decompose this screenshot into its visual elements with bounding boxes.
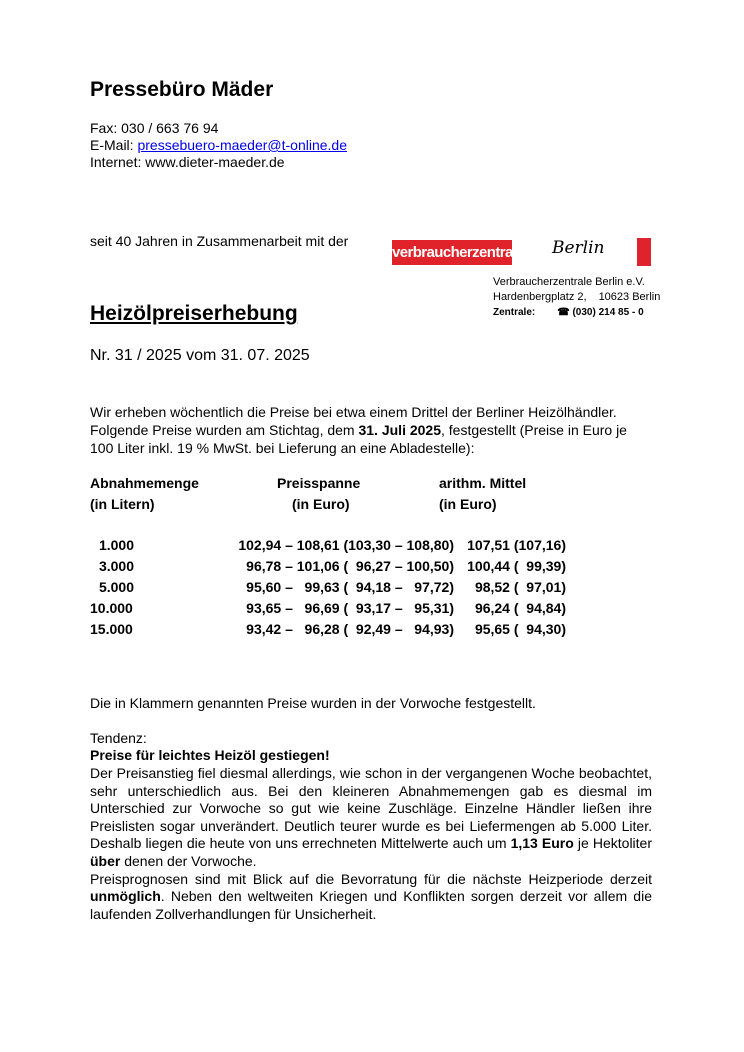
intro-date: 31. Juli 2025 bbox=[358, 422, 441, 438]
org-street-line bbox=[493, 290, 660, 305]
p1-ueber: über bbox=[90, 852, 121, 869]
contact-block bbox=[90, 120, 347, 171]
table-cell-menge: 10.000 bbox=[90, 600, 133, 616]
trend-label: Tendenz: bbox=[90, 730, 147, 746]
page-title: Pressebüro Mäder bbox=[90, 78, 274, 101]
fax-line: Fax: 030 / 663 76 94 bbox=[90, 120, 219, 136]
table-cell-menge: 3.000 bbox=[98, 558, 134, 574]
org-street: Hardenbergplatz 2, bbox=[493, 291, 587, 303]
p2-bold: unmöglich bbox=[90, 888, 161, 905]
table-cell-range: 102,94 – 108,61 (103,30 – 108,80) bbox=[238, 537, 454, 553]
table-cell-mittel: 95,65 ( 94,30) bbox=[474, 621, 566, 637]
table-cell-mittel: 107,51 (107,16) bbox=[467, 537, 566, 553]
table-cell-menge: 5.000 bbox=[98, 579, 134, 595]
col3-title: arithm. Mittel bbox=[439, 475, 527, 491]
table-cell-mittel: 98,52 ( 97,01) bbox=[474, 579, 566, 595]
trend-paragraph-1 bbox=[90, 765, 652, 871]
table-cell-mittel: 96,24 ( 94,84) bbox=[474, 600, 566, 616]
bracket-note: Die in Klammern genannten Preise wurden in der Vorwoche festgestellt. bbox=[90, 695, 536, 711]
col2-title: Preisspanne bbox=[277, 475, 361, 491]
p1-amount: 1,13 Euro bbox=[510, 835, 574, 852]
col1-unit: (in Litern) bbox=[90, 496, 155, 512]
verbraucherzentrale-logo: verbraucherzentrale bbox=[392, 240, 512, 265]
p1-end: denen der Vorwoche. bbox=[120, 852, 257, 869]
table-cell-range: 95,60 – 99,63 ( 94,18 – 97,72) bbox=[246, 579, 454, 595]
table-cell-menge: 15.000 bbox=[90, 621, 133, 637]
table-cell-menge: 1.000 bbox=[98, 537, 134, 553]
col2-unit: (in Euro) bbox=[292, 496, 350, 512]
intro-text-2: , festgestellt (Preise in Euro je 100 Liter inkl. 19 % MwSt. bei Lieferung an eine Abladestelle): bbox=[90, 422, 627, 456]
org-phone-line bbox=[493, 305, 660, 320]
zentrale-label: Zentrale: bbox=[493, 307, 536, 318]
table-cell-mittel: 100,44 ( 99,39) bbox=[467, 558, 566, 574]
trend-body bbox=[90, 765, 652, 923]
trend-headline: Preise für leichtes Heizöl gestiegen! bbox=[90, 747, 330, 763]
trend-paragraph-2 bbox=[90, 871, 652, 924]
table-cell-range: 96,78 – 101,06 ( 96,27 – 100,50) bbox=[246, 558, 454, 574]
org-city: 10623 Berlin bbox=[598, 291, 661, 303]
email-line bbox=[90, 137, 347, 154]
col3-unit: (in Euro) bbox=[439, 496, 497, 512]
cooperation-text: seit 40 Jahren in Zusammenarbeit mit der bbox=[90, 233, 349, 249]
email-link[interactable]: pressebuero-maeder@t-online.de bbox=[137, 137, 348, 153]
p2-end: . Neben den weltweiten Kriegen und Konflikten sorgen derzeit vor allem die laufenden Zollverhandlungen für Unsicherheit. bbox=[90, 888, 652, 922]
col1-title: Abnahmemenge bbox=[90, 475, 199, 491]
p2-start: Preisprognosen sind mit Blick auf die Bevorratung für die nächste Heizperiode derzeit bbox=[90, 870, 652, 887]
internet-line: Internet: www.dieter-maeder.de bbox=[90, 154, 285, 170]
email-label: E-Mail: bbox=[90, 137, 138, 153]
p1-text: Der Preisanstieg fiel diesmal allerdings, wie schon in der vergangenen Woche beobachtet, sehr unterschiedlich aus. Bei den kleineren Abnahmemengen gab es diesmal im Unterschied zur Vorwoche so gut wie keine Zuschläge. Einzelne Händler ließen ihre Preislisten sogar unverändert. Deutlich teurer wurde es bei Liefermengen ab 5.000 Liter. Deshalb liegen die heute von uns errechneten Mittelwerte auch um bbox=[90, 765, 652, 852]
p1-mid: je Hektoliter bbox=[573, 835, 652, 852]
intro-text-1: Wir erheben wöchentlich die Preise bei etwa einem Drittel der Berliner Heizölhändler. Folgende Preise wurden am Stichtag, dem bbox=[90, 404, 617, 438]
berlin-logo-script: Berlin bbox=[552, 238, 605, 258]
report-heading: Heizölpreiserhebung bbox=[90, 302, 298, 325]
logo-red-bar bbox=[637, 238, 651, 266]
org-name: Verbraucherzentrale Berlin e.V. bbox=[493, 276, 645, 288]
table-cell-range: 93,65 – 96,69 ( 93,17 – 95,31) bbox=[246, 600, 454, 616]
zentrale-phone: ☎ (030) 214 85 - 0 bbox=[557, 307, 644, 318]
report-number: Nr. 31 / 2025 vom 31. 07. 2025 bbox=[90, 347, 310, 364]
organization-address bbox=[493, 275, 660, 320]
table-cell-range: 93,42 – 96,28 ( 92,49 – 94,93) bbox=[246, 621, 454, 637]
intro-paragraph bbox=[90, 403, 652, 457]
